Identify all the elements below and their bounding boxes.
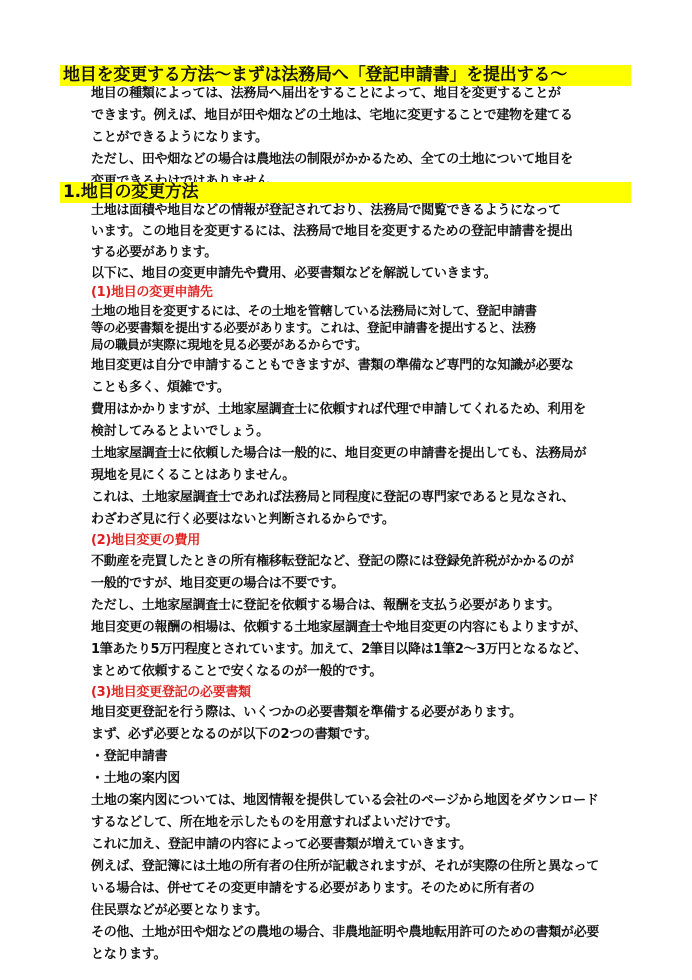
paragraph-line: 例えば、登記簿には土地の所有者の住所が記載されますが、それが実際の住所と異なって <box>91 859 600 874</box>
section-line: する必要があります。 <box>91 245 217 260</box>
paragraph-line: するなどして、所在地を示したものを用意すればよいだけです。 <box>91 815 459 830</box>
paragraph-line: 費用はかかりますが、土地家屋調査士に依頼すれば代理で申請してくれるため、利用を <box>91 402 586 417</box>
paragraph-line: 検討してみるとよいでしょう。 <box>91 424 269 439</box>
subsection-heading: (3)地目変更登記の必要書類 <box>91 685 251 700</box>
paragraph-line: 土地の案内図については、地図情報を提供している会社のページから地図をダウンロード <box>91 793 599 808</box>
paragraph-line: 地目変更は自分で申請することもできますが、書類の準備など専門的な知識が必要な <box>91 358 574 373</box>
section-line: 土地は面積や地目などの情報が登記されており、法務局で閲覧できるようになって <box>91 203 561 218</box>
subsection-heading: (1)地目の変更申請先 <box>91 285 213 300</box>
paragraph-line: いる場合は、併せてその変更申請をする必要があります。そのために所有者の <box>91 881 535 896</box>
paragraph-line: 現地を見にくることはありません。 <box>91 468 295 483</box>
paragraph-line: 土地の地目を変更するには、その土地を管轄している法務局に対して、登記申請書 <box>91 303 537 318</box>
section-line: 以下に、地目の変更申請先や費用、必要書類などを解説していきます。 <box>91 266 497 281</box>
paragraph-line: ただし、土地家屋調査士に登記を依頼する場合は、報酬を支払う必要があります。 <box>91 598 560 613</box>
paragraph-line: 局の職員が実際に現地を見る必要があるからです。 <box>91 337 368 352</box>
section-heading: 1.地目の変更方法 <box>60 182 631 203</box>
paragraph-line: ことも多く、煩雑です。 <box>91 380 230 395</box>
intro-line: ただし、田や畑などの場合は農地法の制限がかかるため、全ての土地について地目を <box>91 152 573 167</box>
paragraph-line: 住民票などが必要となります。 <box>91 903 268 918</box>
bullet-item: ・土地の案内図 <box>91 771 180 786</box>
paragraph-line: わざわざ見に行く必要はないと判断されるからです。 <box>91 512 395 527</box>
paragraph-line: 地目変更登記を行う際は、いくつかの必要書類を準備する必要があります。 <box>91 705 522 720</box>
subsection-heading: (2)地目変更の費用 <box>91 533 200 548</box>
intro-line: できます。例えば、地目が田や畑などの土地は、宅地に変更することで建物を建てる <box>91 108 573 123</box>
page-title: 地目を変更する方法～まずは法務局へ「登記申請書」を提出する～ <box>60 65 631 86</box>
intro-line: ことができるようになります。 <box>91 130 268 145</box>
paragraph-line: これに加え、登記申請の内容によって必要書類が増えていきます。 <box>91 837 472 852</box>
paragraph-line: 一般的ですが、地目変更の場合は不要です。 <box>91 576 344 591</box>
paragraph-line: まず、必ず必要となるのが以下の2つの書類です。 <box>91 727 378 742</box>
bullet-item: ・登記申請書 <box>91 749 168 764</box>
paragraph-line: 1筆あたり5万円程度とされています。加えて、2筆目以降は1筆2～3万円となるなど、 <box>91 642 587 657</box>
paragraph-line: となります。 <box>91 947 167 962</box>
intro-line: 地目の種類によっては、法務局へ届出をすることによって、地目を変更することが <box>91 86 561 101</box>
paragraph-line: まとめて依頼することで安くなるのが一般的です。 <box>91 664 383 679</box>
section-line: います。この地目を変更するには、法務局で地目を変更するための登記申請書を提出 <box>91 224 573 239</box>
paragraph-line: 不動産を売買したときの所有権移転登記など、登記の際には登録免許税がかかるのが <box>91 554 574 569</box>
paragraph-line: 地目変更の報酬の相場は、依頼する土地家屋調査士や地目変更の内容にもよりますが、 <box>91 620 587 635</box>
paragraph-line: 土地家屋調査士に依頼した場合は一般的に、地目変更の申請書を提出しても、法務局が <box>91 446 587 461</box>
paragraph-line: これは、土地家屋調査士であれば法務局と同程度に登記の専門家であると見なされ、 <box>91 490 575 505</box>
paragraph-line: その他、土地が田や畑などの農地の場合、非農地証明や農地転用許可のための書類が必要 <box>91 925 600 940</box>
paragraph-line: 等の必要書類を提出する必要があります。これは、登記申請書を提出すると、法務 <box>91 320 536 335</box>
